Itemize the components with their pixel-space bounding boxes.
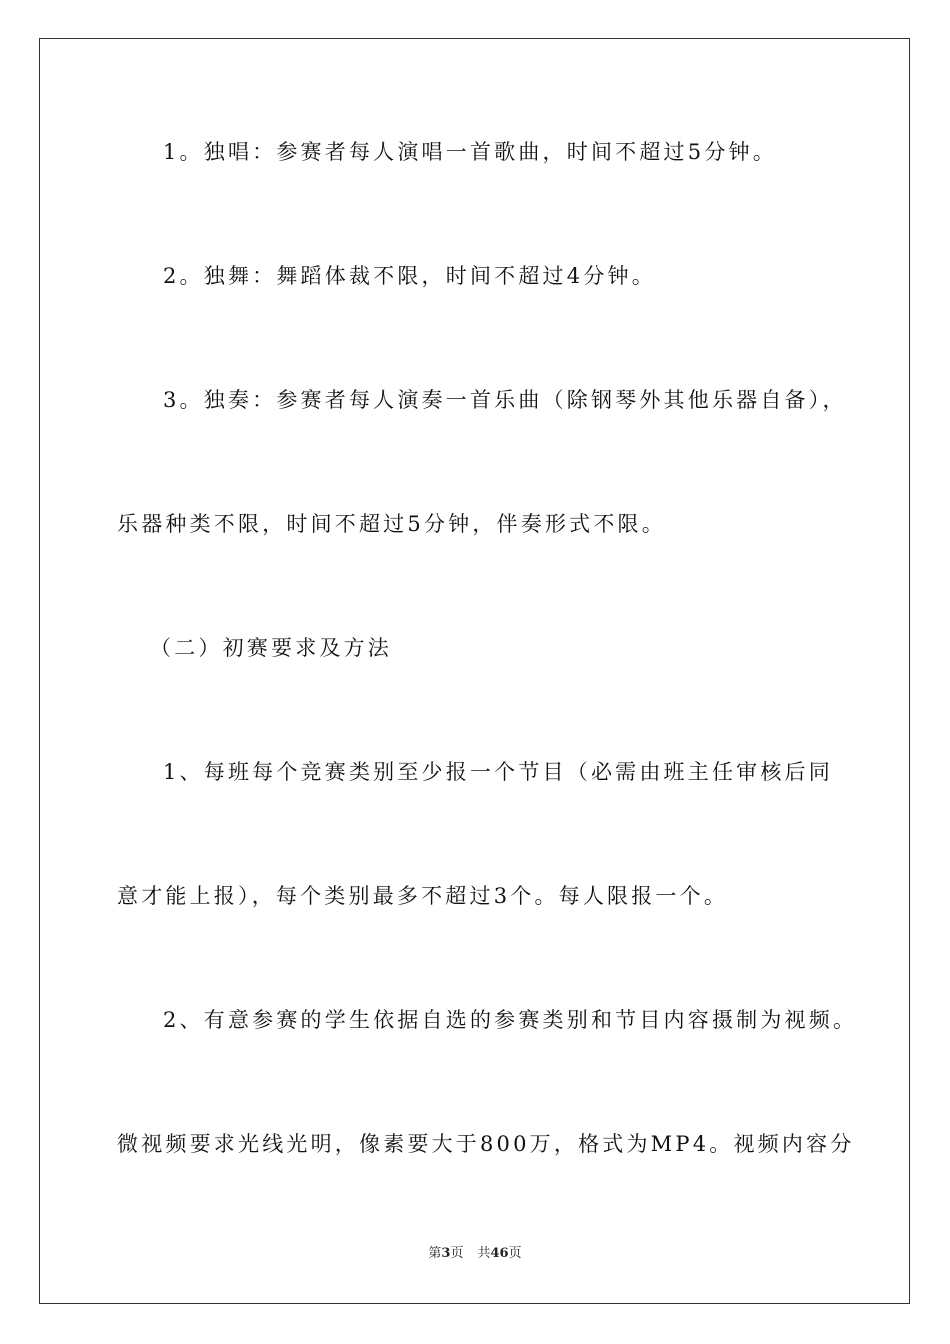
footer-total-suffix: 页 [508,1246,522,1261]
paragraph-line-1: 1。独唱：参赛者每人演唱一首歌曲，时间不超过5分钟。 [163,140,777,164]
footer-total-pages: 46 [490,1246,509,1261]
footer-page-prefix: 第 [428,1246,442,1261]
footer-total-prefix: 共 [477,1246,491,1261]
paragraph-line-7: 意才能上报），每个类别最多不超过3个。每人限报一个。 [117,884,729,908]
paragraph-line-3: 3。独奏：参赛者每人演奏一首乐曲（除钢琴外其他乐器自备）， [163,388,847,412]
paragraph-line-6: 1、每班每个竞赛类别至少报一个节目（必需由班主任审核后同 [163,760,833,784]
paragraph-line-8: 2、有意参赛的学生依据自选的参赛类别和节目内容摄制为视频。 [163,1008,858,1032]
paragraph-line-4: 乐器种类不限，时间不超过5分钟，伴奏形式不限。 [117,512,666,536]
footer-current-page: 3 [441,1246,451,1261]
footer-page-suffix: 页 [450,1246,464,1261]
section-heading: （二）初赛要求及方法 [150,636,392,660]
paragraph-line-2: 2。独舞：舞蹈体裁不限，时间不超过4分钟。 [163,264,656,288]
paragraph-line-9: 微视频要求光线光明，像素要大于800万，格式为MP4。视频内容分 [117,1132,855,1156]
page-footer [0,1245,950,1263]
page-border [39,38,910,1304]
